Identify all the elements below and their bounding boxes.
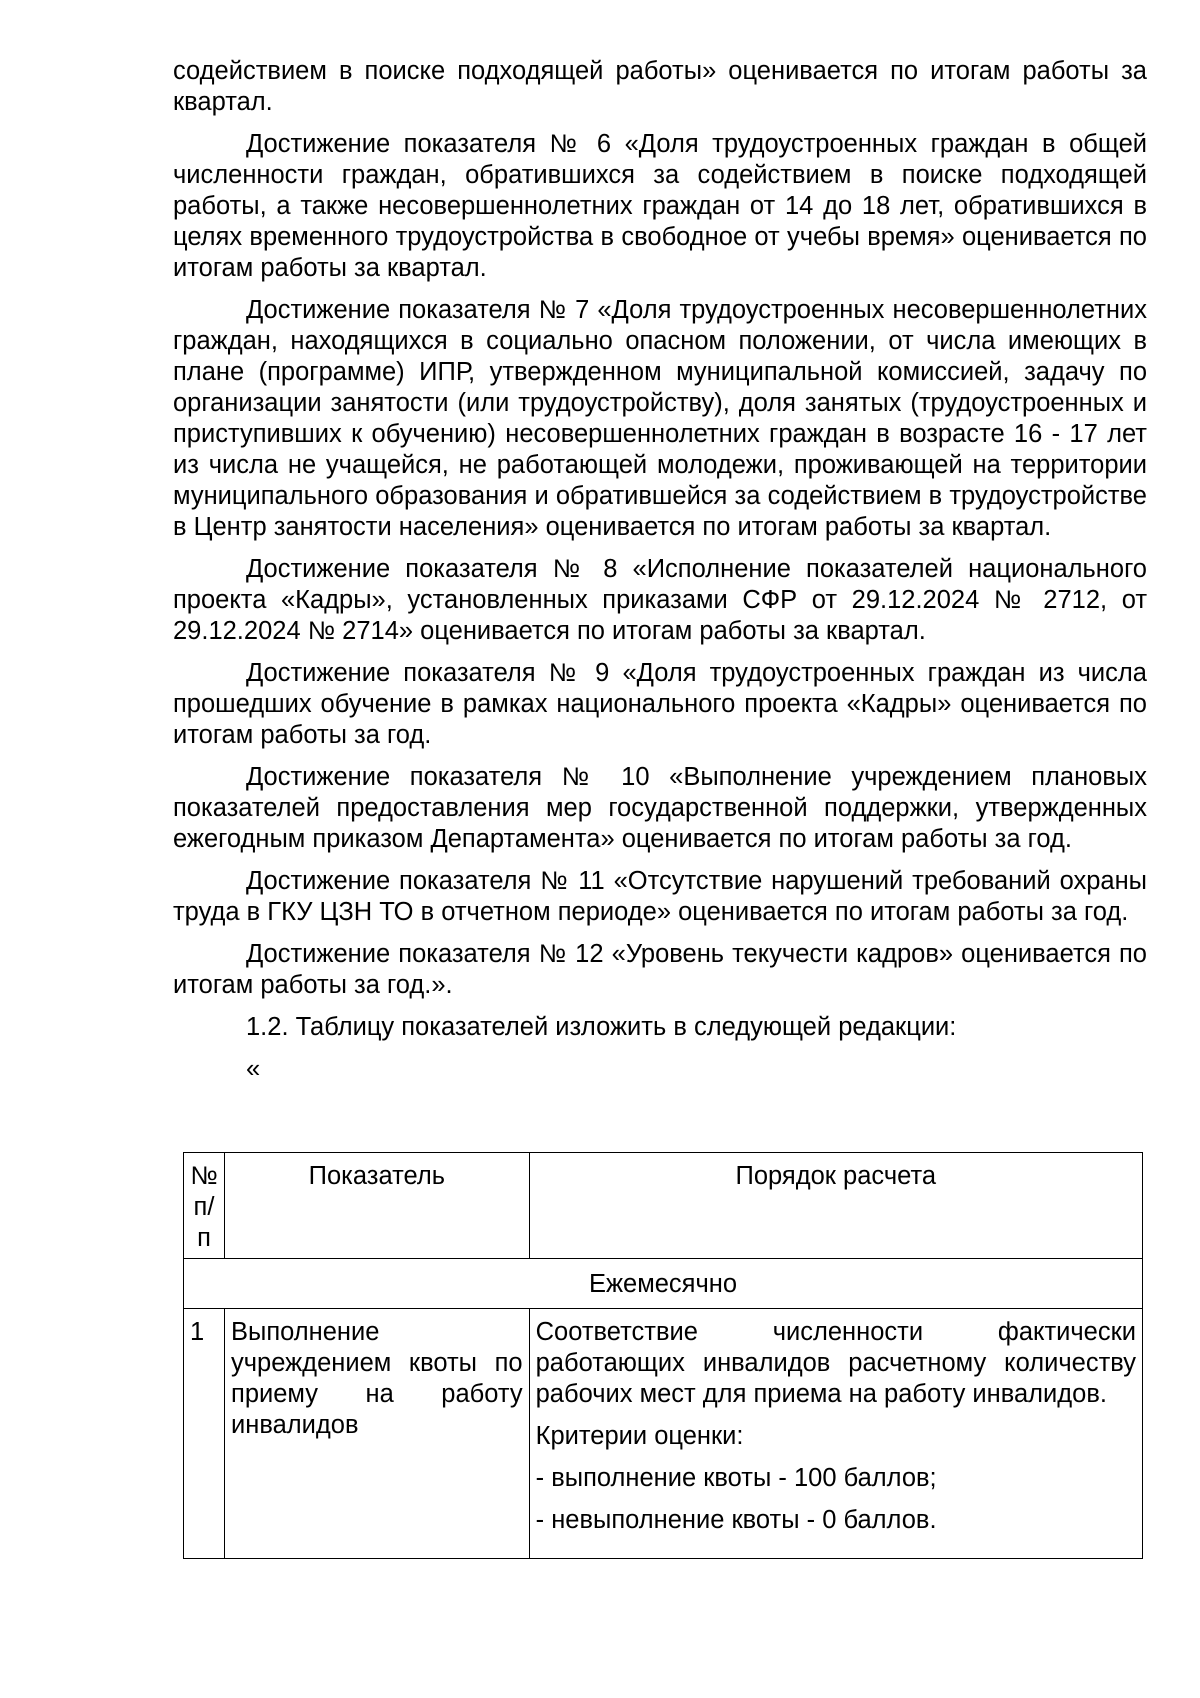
calc-criteria-title: Критерии оценки:	[535, 1422, 744, 1450]
paragraph-continuation: содействием в поиске подходящей работы» оценивается по итогам работы за квартал.	[173, 57, 1147, 116]
indicators-table	[183, 1152, 1143, 1559]
header-indicator: Показатель	[225, 1153, 530, 1259]
paragraph-indicator-8: Достижение показателя № 8 «Исполнение показателей национального проекта «Кадры», установленных приказами СФР от 29.12.2024 № 2712, от 29.12.2024 № 2714» оценивается по итогам работы за квартал.	[173, 555, 1147, 645]
paragraph-indicator-9: Достижение показателя № 9 «Доля трудоустроенных граждан из числа прошедших обучение в рамках национального проекта «Кадры» оценивается по итогам работы за год.	[173, 659, 1147, 749]
paragraph-indicator-10: Достижение показателя № 10 «Выполнение учреждением плановых показателей предоставления мер государственной поддержки, утвержденных ежегодным приказом Департамента» оценивается по итогам работы за год.	[173, 763, 1147, 853]
paragraph-indicator-11: Достижение показателя № 11 «Отсутствие нарушений требований охраны труда в ГКУ ЦЗН ТО в отчетном периоде» оценивается по итогам работы за год.	[173, 867, 1147, 926]
table-section-row	[184, 1259, 1143, 1309]
row-num: 1	[184, 1309, 225, 1559]
document-page	[173, 56, 1147, 1096]
paragraph-indicator-6: Достижение показателя № 6 «Доля трудоустроенных граждан в общей численности граждан, обратившихся за содействием в поиске подходящей работы, а также несовершеннолетних граждан от 14 до 18 лет, обратившихся в целях временного трудоустройства в свободное от учебы время» оценивается по итогам работы за квартал.	[173, 130, 1147, 282]
calc-criterion-not-met: - невыполнение квоты - 0 баллов.	[535, 1506, 937, 1534]
table-header-row	[184, 1153, 1143, 1259]
table-row	[184, 1309, 1143, 1559]
header-calc: Порядок расчета	[529, 1153, 1142, 1259]
header-num: № п/п	[184, 1153, 225, 1259]
open-quote: «	[246, 1055, 261, 1083]
calc-description: Соответствие численности фактически работающих инвалидов расчетному количеству рабочих мест для приема на работу инвалидов.	[535, 1318, 1136, 1408]
section-monthly: Ежемесячно	[184, 1259, 1143, 1309]
item-heading: 1.2. Таблицу показателей изложить в следующей редакции:	[246, 1013, 957, 1041]
paragraph-indicator-12: Достижение показателя № 12 «Уровень текучести кадров» оценивается по итогам работы за год.».	[173, 940, 1147, 999]
row-indicator: Выполнение учреждением квоты по приему на работу инвалидов	[225, 1309, 530, 1559]
paragraph-indicator-7: Достижение показателя № 7 «Доля трудоустроенных несовершеннолетних граждан, находящихся в социально опасном положении, от числа имеющих в плане (программе) ИПР, утвержденном муниципальной комиссией, задачу по организации занятости (или трудоустройству), доля занятых (трудоустроенных и приступивших к обучению) несовершеннолетних граждан в возрасте 16 - 17 лет из числа не учащейся, не работающей молодежи, проживающей на территории муниципального образования и обратившейся за содействием в трудоустройстве в Центр занятости населения» оценивается по итогам работы за квартал.	[173, 296, 1147, 541]
calc-criterion-met: - выполнение квоты - 100 баллов;	[535, 1464, 937, 1492]
row-calc	[529, 1309, 1142, 1559]
